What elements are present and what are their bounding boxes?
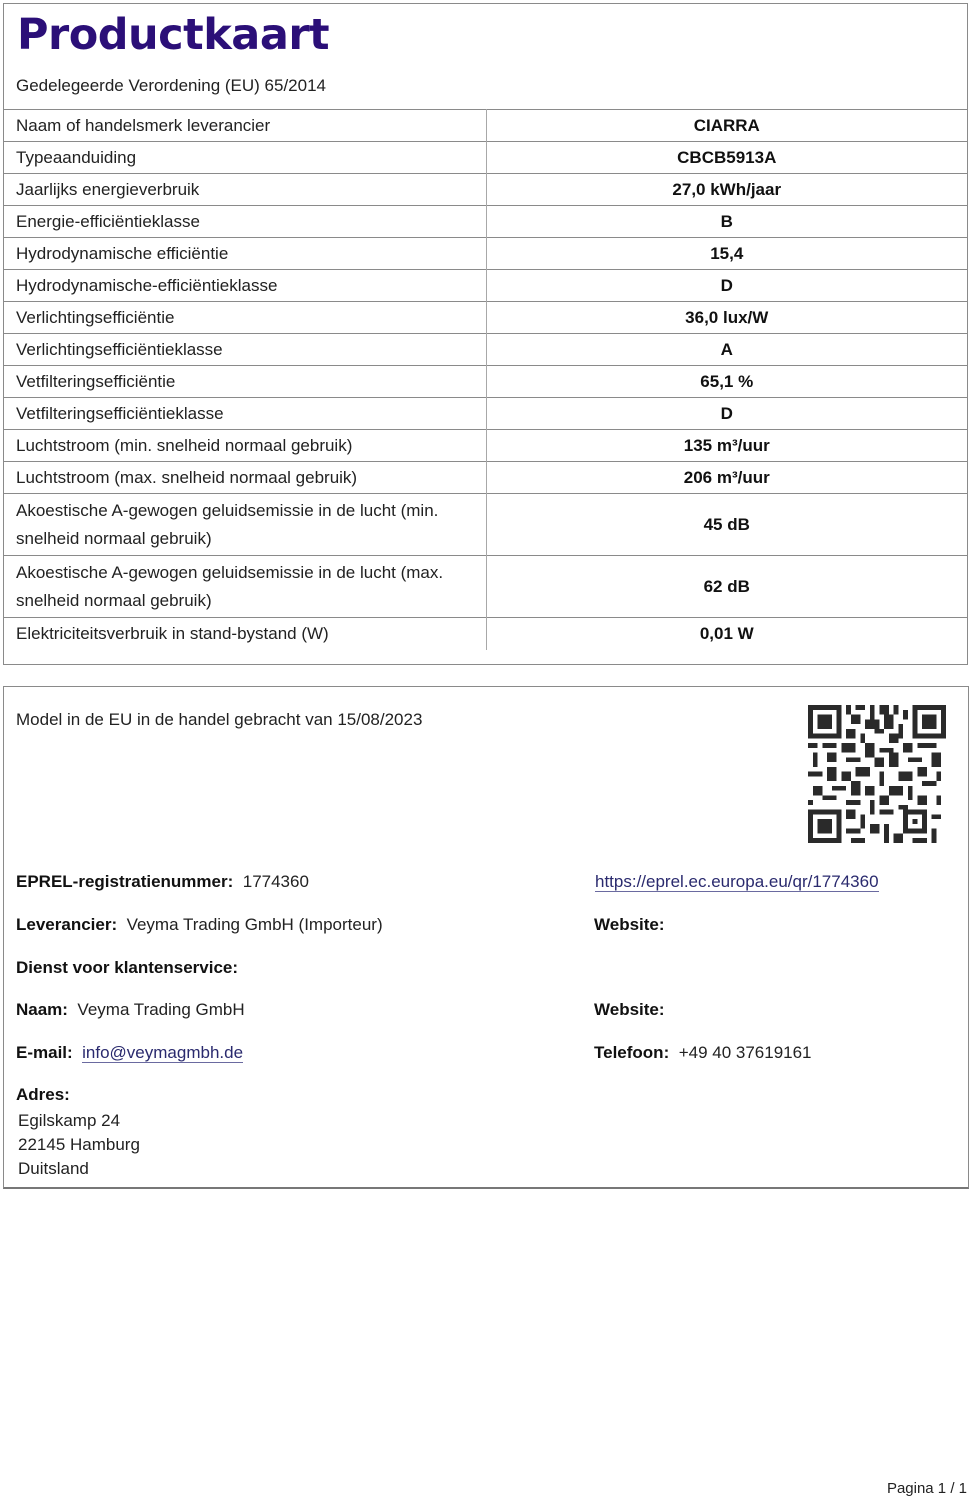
page-indicator: Pagina 1 / 1 (886, 1480, 967, 1497)
table-row (4, 206, 967, 238)
row-label-line: snelheid normaal gebruik) (16, 528, 212, 548)
market-date-text: Model in de EU in de handel gebracht van 15/08/2023 (16, 710, 423, 729)
row-label: Energie-efficiëntieklasse (4, 206, 486, 238)
row-label (4, 494, 486, 556)
row-value: CBCB5913A (486, 142, 967, 174)
supplier-value: Veyma Trading GmbH (Importeur) (126, 915, 383, 934)
row-label: Verlichtingsefficiëntieklasse (4, 334, 486, 366)
row-value: 65,1 % (486, 366, 967, 398)
row-value: CIARRA (486, 110, 967, 142)
customer-service-label: Dienst voor klantenservice: (16, 958, 239, 977)
eprel-row (16, 872, 309, 892)
product-card-panel (3, 3, 968, 665)
supplier-label: Leverancier: (16, 915, 118, 934)
table-row (4, 430, 967, 462)
email-label: E-mail: (16, 1043, 73, 1062)
table-row (4, 398, 967, 430)
table-row (4, 334, 967, 366)
row-value: A (486, 334, 967, 366)
row-value: 0,01 W (486, 618, 967, 650)
table-row (4, 618, 967, 650)
table-row (4, 556, 967, 618)
page-title: Productkaart (17, 10, 330, 60)
table-row (4, 270, 967, 302)
table-row (4, 302, 967, 334)
row-label-line: snelheid normaal gebruik) (16, 590, 212, 610)
phone-label: Telefoon: (594, 1043, 670, 1062)
table-row (4, 238, 967, 270)
eprel-link[interactable]: https://eprel.ec.europa.eu/qr/1774360 (595, 872, 879, 891)
row-label: Naam of handelsmerk leverancier (4, 110, 486, 142)
table-row (4, 462, 967, 494)
row-value: B (486, 206, 967, 238)
row-label: Hydrodynamische-efficiëntieklasse (4, 270, 486, 302)
row-label: Luchtstroom (max. snelheid normaal gebruik) (4, 462, 486, 494)
spec-table (4, 109, 967, 650)
row-value: 135 m³/uur (486, 430, 967, 462)
website-label-2: Website: (594, 1000, 665, 1019)
qr-code-icon[interactable] (808, 705, 946, 843)
address-label: Adres: (16, 1085, 70, 1104)
phone-value: +49 40 37619161 (678, 1043, 812, 1062)
email-link[interactable]: info@veymagmbh.de (82, 1043, 244, 1062)
email-row (16, 1043, 243, 1063)
row-value: D (486, 270, 967, 302)
address-line: Duitsland (18, 1159, 89, 1178)
table-row (4, 142, 967, 174)
supplier-row (16, 915, 383, 935)
row-label: Vetfilteringsefficiëntie (4, 366, 486, 398)
row-label: Luchtstroom (min. snelheid normaal gebruik) (4, 430, 486, 462)
row-label-line: Akoestische A-gewogen geluidsemissie in de lucht (min. (16, 500, 439, 520)
row-label: Typeaanduiding (4, 142, 486, 174)
phone-row (594, 1043, 812, 1063)
row-label: Hydrodynamische efficiëntie (4, 238, 486, 270)
row-value: 206 m³/uur (486, 462, 967, 494)
row-value: 45 dB (486, 494, 967, 556)
table-row (4, 366, 967, 398)
eprel-link-row (595, 872, 879, 892)
eprel-number: 1774360 (242, 872, 309, 891)
name-row (16, 1000, 245, 1020)
address-line: 22145 Hamburg (18, 1135, 140, 1154)
name-value: Veyma Trading GmbH (77, 1000, 245, 1019)
row-label-line: Akoestische A-gewogen geluidsemissie in de lucht (max. (16, 562, 444, 582)
row-value: 36,0 lux/W (486, 302, 967, 334)
address-line: Egilskamp 24 (18, 1111, 121, 1130)
regulation-subtitle: Gedelegeerde Verordening (EU) 65/2014 (16, 76, 326, 95)
row-label: Vetfilteringsefficiëntieklasse (4, 398, 486, 430)
eprel-label: EPREL-registratienummer: (16, 872, 234, 891)
row-label: Jaarlijks energieverbruik (4, 174, 486, 206)
table-row (4, 110, 967, 142)
row-value: 27,0 kWh/jaar (486, 174, 967, 206)
supplier-info-panel (3, 686, 969, 1189)
table-row (4, 174, 967, 206)
name-label: Naam: (16, 1000, 68, 1019)
row-label: Verlichtingsefficiëntie (4, 302, 486, 334)
row-label (4, 556, 486, 618)
row-value: 15,4 (486, 238, 967, 270)
row-value: D (486, 398, 967, 430)
row-value: 62 dB (486, 556, 967, 618)
row-label: Elektriciteitsverbruik in stand-bystand (W) (4, 618, 486, 650)
table-row (4, 494, 967, 556)
website-label-1: Website: (594, 915, 665, 934)
